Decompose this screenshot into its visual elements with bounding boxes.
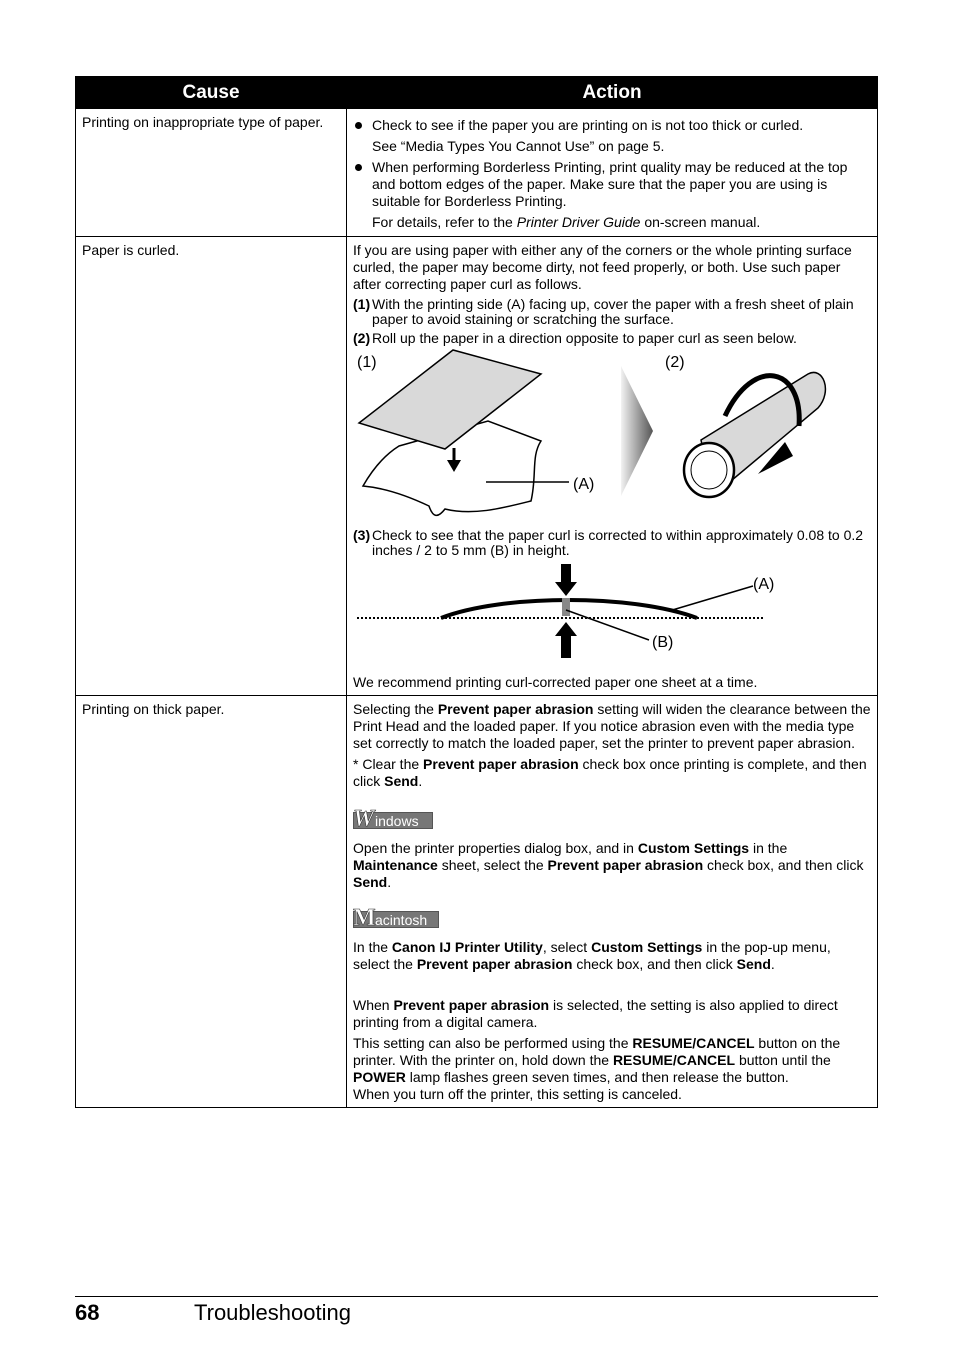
windows-logo-icon [353, 806, 433, 830]
intro-text: If you are using paper with either any of the corners or the whole printing surface curled, the paper may become dirty, not feed properly, or both. Use such paper after correcting paper curl as follows. [353, 242, 852, 292]
bullet-icon [355, 164, 362, 171]
step-item [353, 528, 871, 558]
step-number: (2) [353, 330, 371, 346]
action-cell [347, 109, 878, 237]
up-arrow-icon [555, 622, 577, 636]
action-cell [347, 696, 878, 1108]
curl-height-figure [353, 562, 873, 674]
bullet-text: Check to see if the paper you are printing on is not too thick or curled. [372, 117, 804, 133]
figure-label-1: (1) [357, 354, 377, 371]
table-row [76, 696, 878, 1108]
svg-text:indows: indows [375, 813, 419, 829]
paragraph: When Prevent paper abrasion is selected, the setting is also applied to direct printing from a digital camera. [353, 997, 838, 1030]
figure-label-a: (A) [753, 576, 775, 593]
svg-text:M: M [353, 905, 376, 929]
curl-height-illustration [353, 562, 873, 674]
paragraph: * Clear the Prevent paper abrasion check box once printing is complete, and then click Send. [353, 756, 867, 789]
bullet-text: When performing Borderless Printing, print quality may be reduced at the top and bottom edges of the paper. Make sure that the paper you are using is suitable for Borderless Printing. [372, 159, 848, 209]
paragraph: This setting can also be performed using the RESUME/CANCEL button on the printer. With the printer on, hold down the RESUME/CANCEL button until the POWER lamp flashes green seven times, and then release the button. When you turn off the printer, this setting is canceled. [353, 1035, 841, 1102]
curl-height-mark [562, 598, 570, 616]
step-text: Check to see that the paper curl is corrected to within approximately 0.08 to 0.2 inches / 2 to 5 mm (B) in height. [372, 527, 864, 558]
header-cause: Cause [76, 77, 347, 109]
paper-roll-figure [353, 346, 873, 524]
svg-text:acintosh: acintosh [375, 912, 428, 928]
reference-note: See “Media Types You Cannot Use” on page 5. [372, 138, 665, 154]
step-item [353, 297, 871, 327]
step-number: (1) [353, 296, 371, 312]
table-row [76, 237, 878, 696]
bullet-icon [355, 122, 362, 129]
down-arrow-icon [555, 582, 577, 596]
figure-label-2: (2) [665, 354, 685, 371]
paper-roll-illustration [353, 346, 873, 524]
bullet-item [353, 159, 871, 210]
step-text: With the printing side (A) facing up, cover the paper with a fresh sheet of plain paper to avoid staining or scratching the surface. [372, 296, 854, 327]
paragraph: Selecting the Prevent paper abrasion setting will widen the clearance between the Print Head and the loaded paper. If you notice abrasion even with the media type set correctly to match the loaded paper, set the printer to prevent paper abrasion. [353, 701, 871, 751]
reference-note: For details, refer to the Printer Driver Guide on-screen manual. [372, 214, 761, 230]
guide-title: Printer Driver Guide [516, 214, 641, 230]
header-action: Action [347, 77, 878, 109]
next-step-arrow-icon [621, 366, 653, 496]
bullet-item [353, 117, 871, 134]
action-cell [347, 237, 878, 696]
cause-cell: Paper is curled. [76, 237, 347, 696]
windows-instructions: Open the printer properties dialog box, and in Custom Settings in the Maintenance sheet, select the Prevent paper abrasion check box, and then click Send. [353, 840, 864, 890]
svg-text:W: W [353, 806, 375, 830]
step-text: Roll up the paper in a direction opposite to paper curl as seen below. [372, 330, 797, 346]
outro-text: We recommend printing curl-corrected paper one sheet at a time. [353, 674, 758, 690]
step-number: (3) [353, 527, 371, 543]
table-header-row [76, 77, 878, 109]
troubleshooting-table [75, 76, 878, 1108]
figure-label-b: (B) [652, 634, 674, 651]
macintosh-instructions: In the Canon IJ Printer Utility, select Custom Settings in the pop-up menu, select the Prevent paper abrasion check box, and then click Send. [353, 939, 831, 972]
table-row [76, 109, 878, 237]
footer-rule [75, 1296, 878, 1297]
section-title: Troubleshooting [194, 1300, 351, 1325]
cause-cell: Printing on inappropriate type of paper. [76, 109, 347, 237]
macintosh-logo-icon [353, 905, 439, 929]
figure-label-a: (A) [573, 476, 595, 493]
step-item [353, 331, 871, 346]
cause-cell: Printing on thick paper. [76, 696, 347, 1108]
page-number: 68 [75, 1300, 100, 1325]
